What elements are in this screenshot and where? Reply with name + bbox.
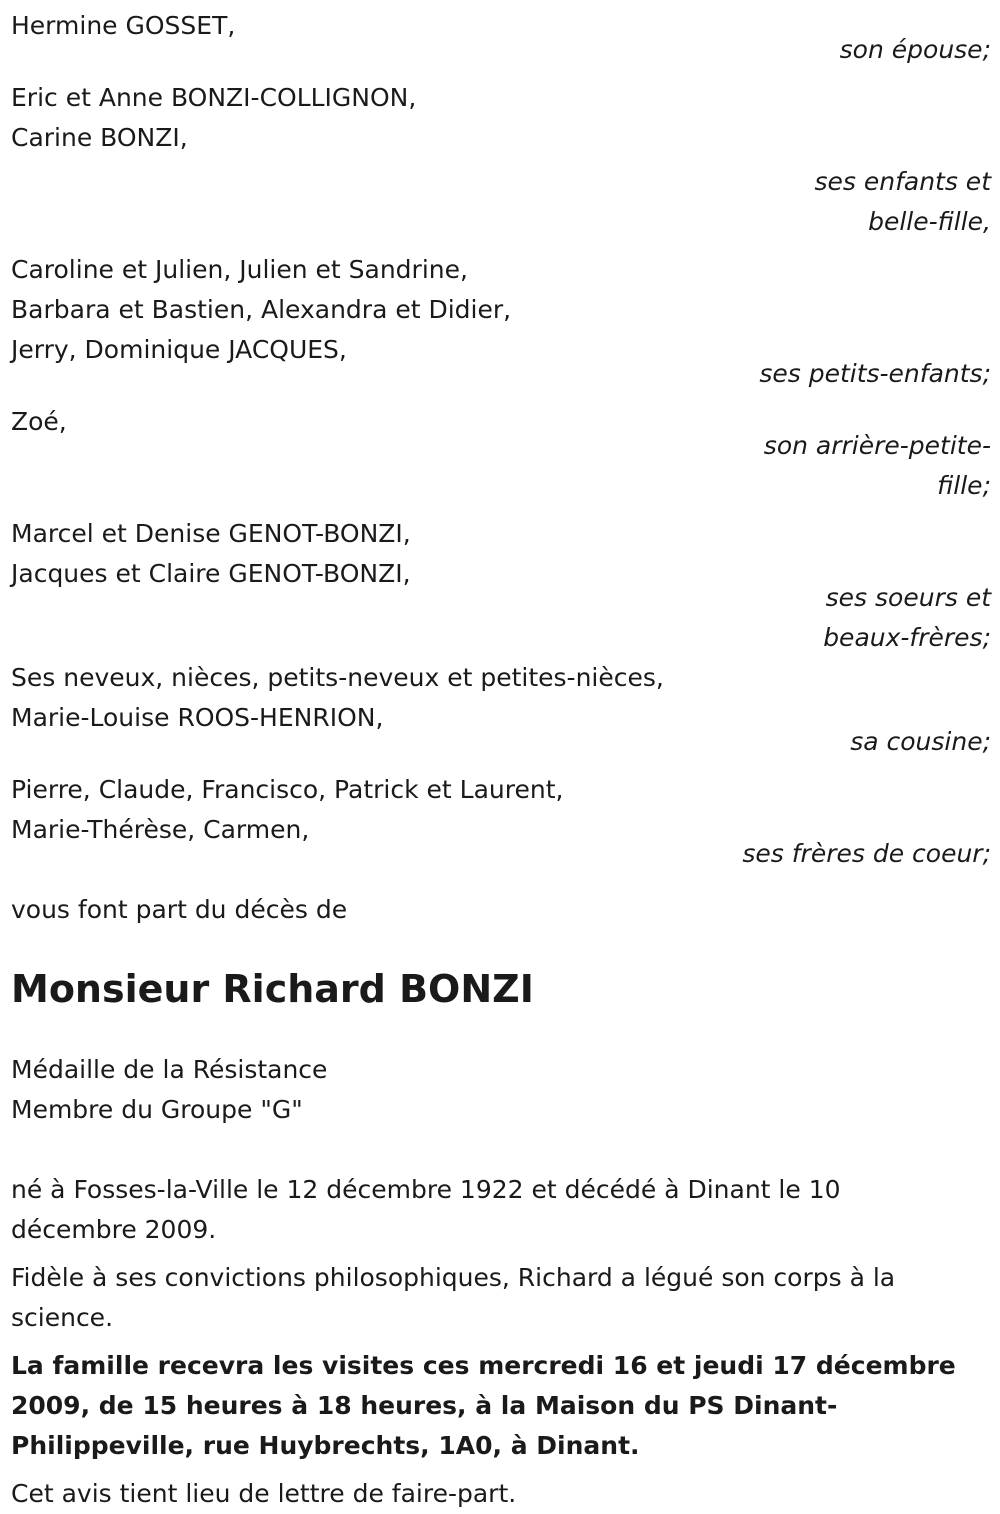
family-names: Jerry, Dominique JACQUES, — [11, 335, 347, 364]
announcement-text: vous font part du décès de — [11, 895, 348, 924]
family-names: Marie-Thérèse, Carmen, — [11, 815, 310, 844]
family-role: ses soeurs et beaux-frères; — [823, 583, 991, 652]
family-role: son arrière-petite-fille; — [763, 431, 991, 500]
family-group-great-grandchild — [11, 402, 991, 506]
family-role: ses frères de coeur; — [742, 839, 991, 868]
distinction-line: Médaille de la Résistance — [11, 1055, 328, 1084]
family-role: sa cousine; — [850, 727, 991, 756]
family-group-siblings — [11, 514, 991, 658]
family-names: Marcel et Denise GENOT-BONZI, — [11, 519, 411, 548]
family-group-brothers-of-heart — [11, 770, 991, 874]
family-names: Carine BONZI, — [11, 123, 188, 152]
birth-death-text: né à Fosses-la-Ville le 12 décembre 1922 et décédé à Dinant le 10 décembre 2009. — [11, 1175, 841, 1244]
obituary-notice — [11, 6, 991, 1514]
family-group-grandchildren — [11, 250, 991, 394]
family-group-children — [11, 78, 991, 242]
distinctions — [11, 1050, 991, 1130]
family-role: son épouse; — [839, 35, 991, 64]
family-names: Marie-Louise ROOS-HENRION, — [11, 703, 384, 732]
family-group-spouse — [11, 6, 991, 70]
bequest-text: Fidèle à ses convictions philosophiques, Richard a légué son corps à la science. — [11, 1263, 896, 1332]
deceased-name: Monsieur Richard BONZI — [11, 967, 534, 1011]
family-names: Zoé, — [11, 407, 67, 436]
family-names: Caroline et Julien, Julien et Sandrine, — [11, 255, 468, 284]
closing-text: Cet avis tient lieu de lettre de faire-part. — [11, 1479, 517, 1508]
family-group-cousin — [11, 658, 991, 762]
family-names: Jacques et Claire GENOT-BONZI, — [11, 559, 411, 588]
family-names: Pierre, Claude, Francisco, Patrick et Laurent, — [11, 775, 564, 804]
family-names: Barbara et Bastien, Alexandra et Didier, — [11, 295, 512, 324]
family-role: ses enfants et belle-fille, — [814, 167, 991, 236]
visits-text: La famille recevra les visites ces mercredi 16 et jeudi 17 décembre 2009, de 15 heures à 18 heures, à la Maison du PS Dinant-Philippeville, rue Huybrechts, 1A0, à Dinant. — [11, 1351, 956, 1460]
family-role: ses petits-enfants; — [759, 359, 991, 388]
family-names: Ses neveux, nièces, petits-neveux et petites-nièces, — [11, 663, 664, 692]
family-names: Hermine GOSSET, — [11, 11, 236, 40]
distinction-line: Membre du Groupe "G" — [11, 1095, 303, 1124]
family-names: Eric et Anne BONZI-COLLIGNON, — [11, 83, 417, 112]
